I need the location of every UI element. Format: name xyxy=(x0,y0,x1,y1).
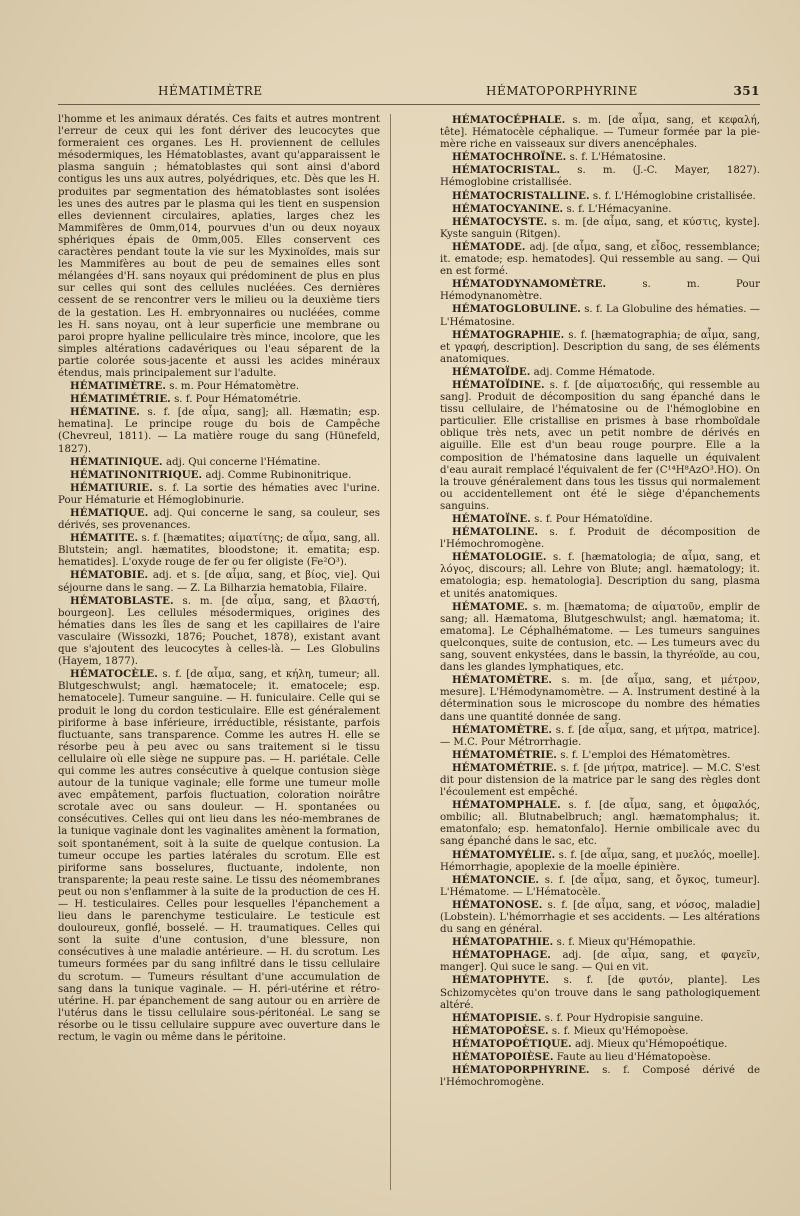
entry-definition: s. f. Pour Hydropisie sanguine. xyxy=(544,1012,704,1024)
dictionary-entry xyxy=(440,190,760,203)
entry-headword: HÉMATOÏNE. xyxy=(452,513,531,525)
entry-definition: s. f. [de αἷμα, sang, et μήτρα, matrice]. — M.C. Pour Métrorrhagie. xyxy=(440,724,760,748)
entry-headword: HÉMATIQUE. xyxy=(70,507,149,519)
entry-definition: adj. Mieux qu'Hémopoétique. xyxy=(574,1038,728,1050)
dictionary-entry xyxy=(58,406,380,455)
dictionary-entry xyxy=(440,366,760,379)
right-running-head: HÉMATOPORPHYRINE xyxy=(486,84,638,98)
dictionary-entry xyxy=(440,241,760,278)
entry-definition: s. f. Mieux qu'Hémopathie. xyxy=(556,937,696,949)
entry-definition: adj. Comme Hématode. xyxy=(533,366,656,378)
entry-definition: s. f. [de αἷμα, sang, et ὀμφαλός, ombilic; all. Blutnabelbruch; angl. hæmatomphalus; it. ematonfalo; esp. hematonfalo]. Hernie ombilicale avec du sang épanché dans le sac, etc. xyxy=(440,800,760,848)
dictionary-entry xyxy=(58,469,380,482)
entry-headword: HÉMATOGRAPHIE. xyxy=(452,328,565,341)
entry-definition: s. f. L'Hémoglobine cristallisée. xyxy=(592,190,756,202)
entry-definition: adj. [de αἷμα, sang, et φαγεῖν, manger]. Qui suce le sang. — Qui en vit. xyxy=(440,950,760,974)
entry-headword: HÉMATOPISIE. xyxy=(452,1011,542,1024)
dictionary-entry xyxy=(58,482,380,507)
entry-headword: HÉMATITE. xyxy=(70,532,139,545)
dictionary-entry xyxy=(440,762,760,799)
entry-definition: l'homme et les animaux dératés. Ces faits et autres montrent l'erreur de ceux qui les font dériver des leucocytes que formeraient ces organes. Les H. proviennent de cellules mésodermiques, les Hématoblastes, avant qu'apparaissent le plasma sanguin ; hématoblastes qui sont ainsi d'abord contigus les uns aux autres, polyédriques, etc. Dès que les H. produites par segmentation des hématoblastes sont isolées les unes des autres par le plasma qui les tient en suspension elles deviennent circulaires, aplaties, larges chez les Mammifères de 0mm,014, pourvues d'un ou deux noyaux sphériques épais de 0mm,005. Elles conservent ces caractères pendant toute la vie sur les Myxinoïdes, mais sur les Mammifères au bout de peu de semaines elles sont mélangées d'H. sans noyaux qui prédominent de plus en plus sur celles qui sont des cellules nucléées. Ces dernières cessent de se rencontrer vers le milieu ou la deuxième tiers de la gestation. Les H. embryonnaires ou nucléées, comme les H. sans noyau, ont à leur superficie une membrane ou paroi propre hyaline pelliculaire très mince, incolore, que les simples altérations cadavériques ou l'eau séparent de la partie colorée sous-jacente et aussi les acides minéraux étendus, mais principalement sur l'adulte. xyxy=(58,114,380,379)
dictionary-entry xyxy=(440,749,760,762)
dictionary-entry xyxy=(440,114,760,151)
entry-definition: s. f. [de φυτόν, plante]. Les Schizomycètes qu'on trouve dans le sang pathologiquement altéré. xyxy=(440,975,760,1011)
entry-headword: HÉMATOCYSTE. xyxy=(452,215,548,228)
dictionary-entry xyxy=(440,799,760,848)
dictionary-entry xyxy=(440,1025,760,1038)
entry-headword: HÉMATOPOIÈSE. xyxy=(452,1051,554,1064)
dictionary-entry xyxy=(440,551,760,600)
entry-headword: HÉMATOPATHIE. xyxy=(452,936,554,949)
entry-definition: s. f. [de αἷμα, sang, et νόσος, maladie] (Lobstein). L'hémorrhagie et ses accidents. — Les altérations du sang en général. xyxy=(440,899,760,936)
entry-definition: s. f. Produit de décomposition de l'Hémochromogène. xyxy=(440,527,760,551)
column-divider xyxy=(390,114,391,1190)
entry-headword: HÉMATOLINE. xyxy=(452,526,539,539)
entry-headword: HÉMATOME. xyxy=(452,600,528,613)
entry-headword: HÉMATINIQUE. xyxy=(70,455,163,468)
entry-definition: s. m. [de αἷμα, sang, et κύστις, kyste]. Kyste sanguin (Ritgen). xyxy=(440,216,760,240)
left-running-head: HÉMATIMÈTRE xyxy=(158,84,263,98)
dictionary-entry xyxy=(440,1038,760,1051)
entry-headword: HÉMATOMYÉLIE. xyxy=(452,848,556,861)
entry-headword: HÉMATONCIE. xyxy=(452,873,540,886)
entry-headword: HÉMATOGLOBULINE. xyxy=(452,303,581,316)
entry-definition: s. f. [de αἷμα, sang, et μυελός, moelle]. Hémorrhagie, apoplexie de la moelle épinière. xyxy=(440,849,760,873)
entry-definition: s. f. [hæmatologia; de αἷμα, sang, et λόγος, discours; all. Lehre von Blute; angl. hæmatology; it. ematologia; esp. hematologia]. Description du sang, plasma et unités anatomiques. xyxy=(440,552,760,600)
entry-headword: HÉMATOCHROÏNE. xyxy=(452,151,567,164)
entry-definition: adj. et s. [de αἷμα, sang, et βίος, vie]. Qui séjourne dans le sang. — Z. La Bilharzia hematobia, Filaire. xyxy=(58,570,380,594)
entry-headword: HÉMATOPHYTE. xyxy=(452,974,550,987)
entry-definition: s. f. L'Hémacyanine. xyxy=(566,203,672,215)
entry-definition: s. f. Mieux qu'Hémopoèse. xyxy=(551,1025,689,1037)
dictionary-entry xyxy=(440,164,760,189)
dictionary-entry xyxy=(58,532,380,569)
dictionary-entry xyxy=(440,849,760,874)
entry-definition: Faute au lieu d'Hématopoèse. xyxy=(556,1052,711,1064)
entry-definition: s. m. [hæmatoma; de αἱματοῦν, emplir de sang; all. Hæmatoma, Blutgeschwulst; angl. hæmatoma; it. ematoma]. Le Céphalhématome. — Les tumeurs sanguines quelconques, suite de contusion, etc. — Les tumeurs avec du sang, souvent enkystées, dans le bassin, la thyréoïde, au cou, dans les glandes lymphatiques, etc. xyxy=(440,601,760,674)
entry-headword: HÉMATOLOGIE. xyxy=(452,551,547,564)
entry-headword: HÉMATINE. xyxy=(70,406,140,419)
entry-headword: HÉMATOCÈLE. xyxy=(70,668,158,681)
dictionary-entry xyxy=(440,601,760,675)
dictionary-entry xyxy=(440,949,760,974)
dictionary-entry xyxy=(440,303,760,328)
dictionary-entry xyxy=(58,456,380,469)
entry-definition: s. f. [de αἷμα, sang, et ὄγκος, tumeur]. L'Hématome. — L'Hématocèle. xyxy=(440,874,760,898)
entry-definition: s. f. [hæmatites; αἱματίτης; de αἷμα, sang, all. Blutstein; angl. hæmatites, bloodstone; it. ematita; esp. hematides]. L'oxyde rouge de fer ou fer oligiste (Fe²O³). xyxy=(58,533,380,569)
entry-headword: HÉMATOÏDE. xyxy=(452,365,531,378)
entry-definition: s. m. [de αἷμα, sang, et μέτρον, mesure]. L'Hémodynamomètre. — A. Instrument destiné à la détermination sous le microscope du nombre des hématies dans une quantité donnée de sang. xyxy=(440,675,760,723)
entry-definition: s. m. Pour Hémodynanomètre. xyxy=(440,279,760,303)
dictionary-entry xyxy=(440,513,760,526)
entry-definition: s. f. L'emploi des Hématomètres. xyxy=(560,749,731,761)
dictionary-entry xyxy=(440,936,760,949)
entry-headword: HÉMATOCRISTAL. xyxy=(452,164,561,177)
dictionary-entry xyxy=(440,899,760,936)
entry-definition: s. f. [de αἷμα, sang, et κήλη, tumeur; all. Blutgeschwulst; angl. hæmatocele; it. ematocele; esp. hematocele]. Tumeur sanguine. — H. funiculaire. Celle qui se produit le long du cordon testiculaire. Elle est généralement piriforme à base inférieure, irréductible, résistante, parfois fluctuante, sans transparence. Comme les autres H. elle se résorbe peu à peu avec ou sans traitement si le tissu cellulaire où elle siège ne suppure pas. — H. pariétale. Celle qui comme les autres consécutive à quelque contusion siège autour de la tunique vaginale; elle forme une tumeur molle avec empâtement, parfois fluctuation, coloration noirâtre scrotale avec ou sans douleur. — H. spontanées ou consécutives. Celles qui ont lieu dans les néo-membranes de la tunique vaginale dont les vaginalites amènent la formation, soit spontanément, soit à la suite de quelque contusion. La tumeur occupe les parties latérales du scrotum. Elle est piriforme sans bosselures, fluctuante, indolente, non transparente; la peau reste saine. Le tissu des néomembranes peut ou non s'enflammer à la suite de la production de ces H. — H. testiculaires. Celles pour lesquelles l'épanchement a lieu dans le parenchyme testiculaire. Le testicule est douloureux, gonflé, bosselé. — H. traumatiques. Celles qui sont la suite d'une contusion, d'une blessure, non consécutives à une maladie antérieure. — H. du scrotum. Les tumeurs formées par du sang infiltré dans le tissu cellulaire du scrotum. — Tumeurs résultant d'une accumulation de sang dans la tunique vaginale. — H. péri-utérine et rétro-utérine. H. par épanchement de sang autour ou en arrière de l'utérus dans le tissu cellulaire sous-péritonéal. Le sang se résorbe ou le tissu cellulaire suppure avec ouverture dans le rectum, le vagin ou même dans le péritoine. xyxy=(58,669,380,1044)
entry-definition: s. m. [de αἷμα, sang, et κεφαλή, tête]. Hématocèle céphalique. — Tumeur formée par la pie-mère riche en vaisseaux sur divers anencéphales. xyxy=(440,115,760,151)
entry-headword: HÉMATOPOÉTIQUE. xyxy=(452,1037,572,1050)
entry-definition: s. f. La Globuline des hématies. — L'Hématosine. xyxy=(440,304,760,328)
entry-headword: HÉMATOMÉTRIE. xyxy=(452,761,557,774)
entry-definition: s. f. L'Hématosine. xyxy=(569,152,666,164)
entry-headword: HÉMATOMÈTRE. xyxy=(452,674,553,687)
dictionary-entry xyxy=(58,380,380,393)
dictionary-entry xyxy=(58,595,380,669)
dictionary-entry xyxy=(440,724,760,749)
dictionary-entry xyxy=(440,1051,760,1064)
entry-headword: HÉMATOCYANINE. xyxy=(452,202,564,215)
dictionary-entry xyxy=(58,393,380,406)
entry-headword: HÉMATIMÈTRE. xyxy=(70,380,166,393)
dictionary-entry xyxy=(440,874,760,899)
left-column xyxy=(58,114,380,1044)
dictionary-entry xyxy=(440,674,760,723)
entry-headword: HÉMATOCRISTALLINE. xyxy=(452,189,590,202)
entry-headword: HÉMATOPOÈSE. xyxy=(452,1024,549,1037)
entry-headword: HÉMATOMÈTRE. xyxy=(452,723,553,736)
page-number: 351 xyxy=(733,84,760,98)
dictionary-entry xyxy=(440,151,760,164)
entry-definition: s. m. [de αἷμα, sang, et βλαστή, bourgeon]. Les cellules mésodermiques, origines des hématies dans les îles de sang et les capillaires de l'aire vasculaire (Wissozki, 1876; Pouchet, 1878), existant avant que s'ajoutent des leucocytes à celles-là. — Les Globulins (Hayem, 1877). xyxy=(58,595,380,668)
entry-definition: adj. Qui concerne l'Hématine. xyxy=(165,456,321,468)
running-header xyxy=(58,82,760,105)
entry-headword: HÉMATOMPHALE. xyxy=(452,799,561,812)
entry-headword: HÉMATOCÉPHALE. xyxy=(452,114,566,126)
entry-definition: s. m. (J.-C. Mayer, 1827). Hémoglobine cristallisée. xyxy=(440,165,760,189)
entry-definition: s. f. [hæmatographia; de αἷμα, sang, et γραφή, description]. Description du sang, de ses éléments anatomiques. xyxy=(440,329,760,365)
entry-definition: s. f. Pour Hématométrie. xyxy=(174,394,301,406)
entry-headword: HÉMATIURIE. xyxy=(70,481,153,494)
dictionary-entry xyxy=(58,569,380,594)
entry-headword: HÉMATOPORPHYRINE. xyxy=(452,1064,590,1077)
entry-definition: s. f. [de αἷμα, sang]; all. Hæmatin; esp. hematina]. Le principe rouge du bois de Campêche (Chevreul, 1811). — La matière rouge du sang (Hünefeld, 1827). xyxy=(58,407,380,455)
entry-definition: s. f. Composé dérivé de l'Hémochromogène. xyxy=(440,1065,760,1089)
dictionary-entry xyxy=(440,379,760,513)
dictionary-entry xyxy=(440,203,760,216)
entry-headword: HÉMATOPHAGE. xyxy=(452,949,551,962)
entry-headword: HÉMATINONITRIQUE. xyxy=(70,468,203,481)
entry-headword: HÉMATOMÉTRIE. xyxy=(452,748,557,761)
dictionary-entry xyxy=(58,668,380,1044)
entry-headword: HÉMATONOSE. xyxy=(452,898,543,911)
entry-definition: s. f. [de αἱματοειδής, qui ressemble au sang]. Produit de décomposition du sang épanché dans le tissu cellulaire, de l'hématosine ou de l'hémoglobine en particulier. Elle cristallise en prismes à base rhomboïdale oblique très nets, avec un petit nombre de dérivés en aiguille. Elle est d'un beau rouge pourpre. Elle a la composition de l'hématosine dans laquelle un équivalent d'eau aurait remplacé l'équivalent de fer (C¹⁴H⁸AzO³.HO). On la trouve généralement dans tous les tissus qui normalement ou accidentellement ont été le siège d'épanchements sanguins. xyxy=(440,379,760,512)
entry-headword: HÉMATOBIE. xyxy=(70,569,149,582)
entry-headword: HÉMATIMÉTRIE. xyxy=(70,393,171,406)
entry-definition: s. f. Pour Hématoïdine. xyxy=(534,514,653,525)
entry-definition: s. m. Pour Hématomètre. xyxy=(169,381,300,393)
entry-definition: adj. Qui concerne le sang, sa couleur, ses dérivés, ses provenances. xyxy=(58,508,380,532)
dictionary-entry xyxy=(440,1012,760,1025)
entry-headword: HÉMATODYNAMOMÈTRE. xyxy=(452,278,607,291)
entry-definition: adj. [de αἷμα, sang, et εἶδος, ressemblance; it. ematode; esp. hematodes]. Qui ressemble au sang. — Qui en est formé. xyxy=(440,241,760,278)
dictionary-entry xyxy=(440,1064,760,1089)
dictionary-entry xyxy=(440,216,760,241)
entry-headword: HÉMATOÏDINE. xyxy=(452,378,545,391)
entry-headword: HÉMATOBLASTE. xyxy=(70,594,174,607)
entry-definition: adj. Comme Rubinonitrique. xyxy=(205,469,352,481)
entry-headword: HÉMATODE. xyxy=(452,240,526,253)
dictionary-entry xyxy=(58,114,380,380)
right-column xyxy=(440,114,760,1089)
dictionary-entry xyxy=(440,974,760,1011)
entry-definition: s. f. La sortie des hématies avec l'urine. Pour Hématurie et Hémoglobinurie. xyxy=(58,482,380,506)
dictionary-entry xyxy=(440,278,760,303)
dictionary-entry xyxy=(440,329,760,366)
dictionary-entry xyxy=(440,526,760,551)
entry-definition: s. f. [de μήτρα, matrice]. — M.C. S'est dit pour distension de la matrice par le sang des règles dont l'écoulement est empêché. xyxy=(440,762,760,799)
dictionary-entry xyxy=(58,507,380,532)
